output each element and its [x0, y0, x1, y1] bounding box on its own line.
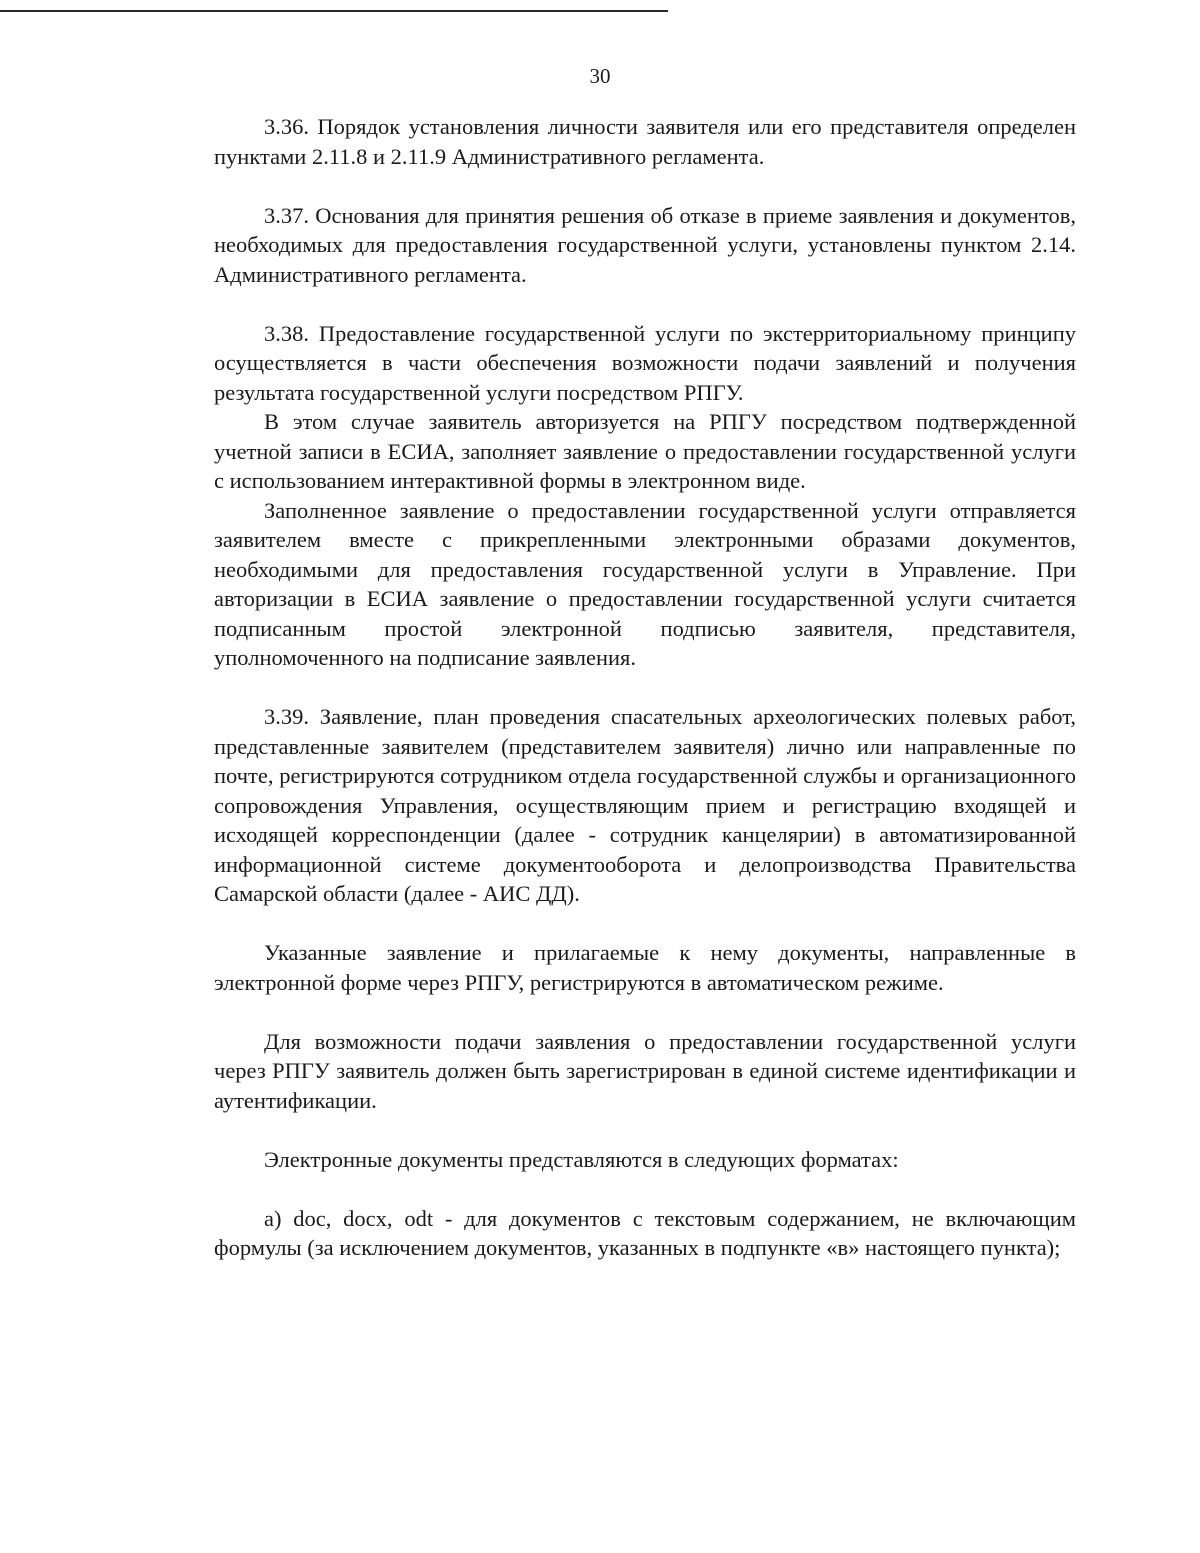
paragraph-electronic-registration: Указанные заявление и прилагаемые к нему документы, направленные в электронной форме через РПГУ, регистрируются в автоматическом режиме.	[214, 940, 1076, 995]
page-number: 30	[589, 64, 611, 88]
paragraph-3-39: 3.39. Заявление, план проведения спасательных археологических полевых работ, представленные заявителем (представителем заявителя) лично или направленные по почте, регистрируются сотрудником отдела государственной службы и организационного сопровождения Управления, осуществляющим прием и регистрацию входящей и исходящей корреспонденции (далее - сотрудник канцелярии) в автоматизированной информационной системе документооборота и делопроизводства Правительства Самарской области (далее - АИС ДД).	[214, 704, 1076, 906]
paragraph-3-38: 3.38. Предоставление государственной услуги по экстерриториальному принципу осуществляется в части обеспечения возможности подачи заявлений и получения результата государственной услуги посредством РПГУ.	[214, 320, 1076, 405]
scan-edge-line	[0, 10, 668, 12]
paragraph-3-37: 3.37. Основания для принятия решения об отказе в приеме заявления и документов, необходимых для предоставления государственной услуги, установлены пунктом 2.14. Административного регламента.	[214, 202, 1076, 287]
paragraph-format-a: а) doc, docx, odt - для документов с текстовым содержанием, не включающим формулы (за исключением документов, указанных в подпункте «в» настоящего пункта);	[214, 1205, 1076, 1260]
paragraph-formats-intro: Электронные документы представляются в следующих форматах:	[264, 1146, 899, 1172]
paragraph-esia-requirement: Для возможности подачи заявления о предоставлении государственной услуги через РПГУ заявитель должен быть зарегистрирован в единой системе идентификации и аутентификации.	[214, 1028, 1076, 1113]
paragraph-3-36: 3.36. Порядок установления личности заявителя или его представителя определен пунктами 2.11.8 и 2.11.9 Административного регламента.	[214, 114, 1076, 169]
paragraph-3-38-submission: Заполненное заявление о предоставлении государственной услуги отправляется заявителем вместе с прикрепленными электронными образами документов, необходимыми для предоставления государственной услуги в Управление. При авторизации в ЕСИА заявление о предоставлении государственной услуги считается подписанным простой электронной подписью заявителя, представителя, уполномоченного на подписание заявления.	[214, 497, 1076, 670]
paragraph-3-38-esia: В этом случае заявитель авторизуется на РПГУ посредством подтвержденной учетной записи в ЕСИА, заполняет заявление о предоставлении государственной услуги с использованием интерактивной формы в электронном виде.	[214, 409, 1076, 493]
document-body	[214, 112, 1076, 1263]
